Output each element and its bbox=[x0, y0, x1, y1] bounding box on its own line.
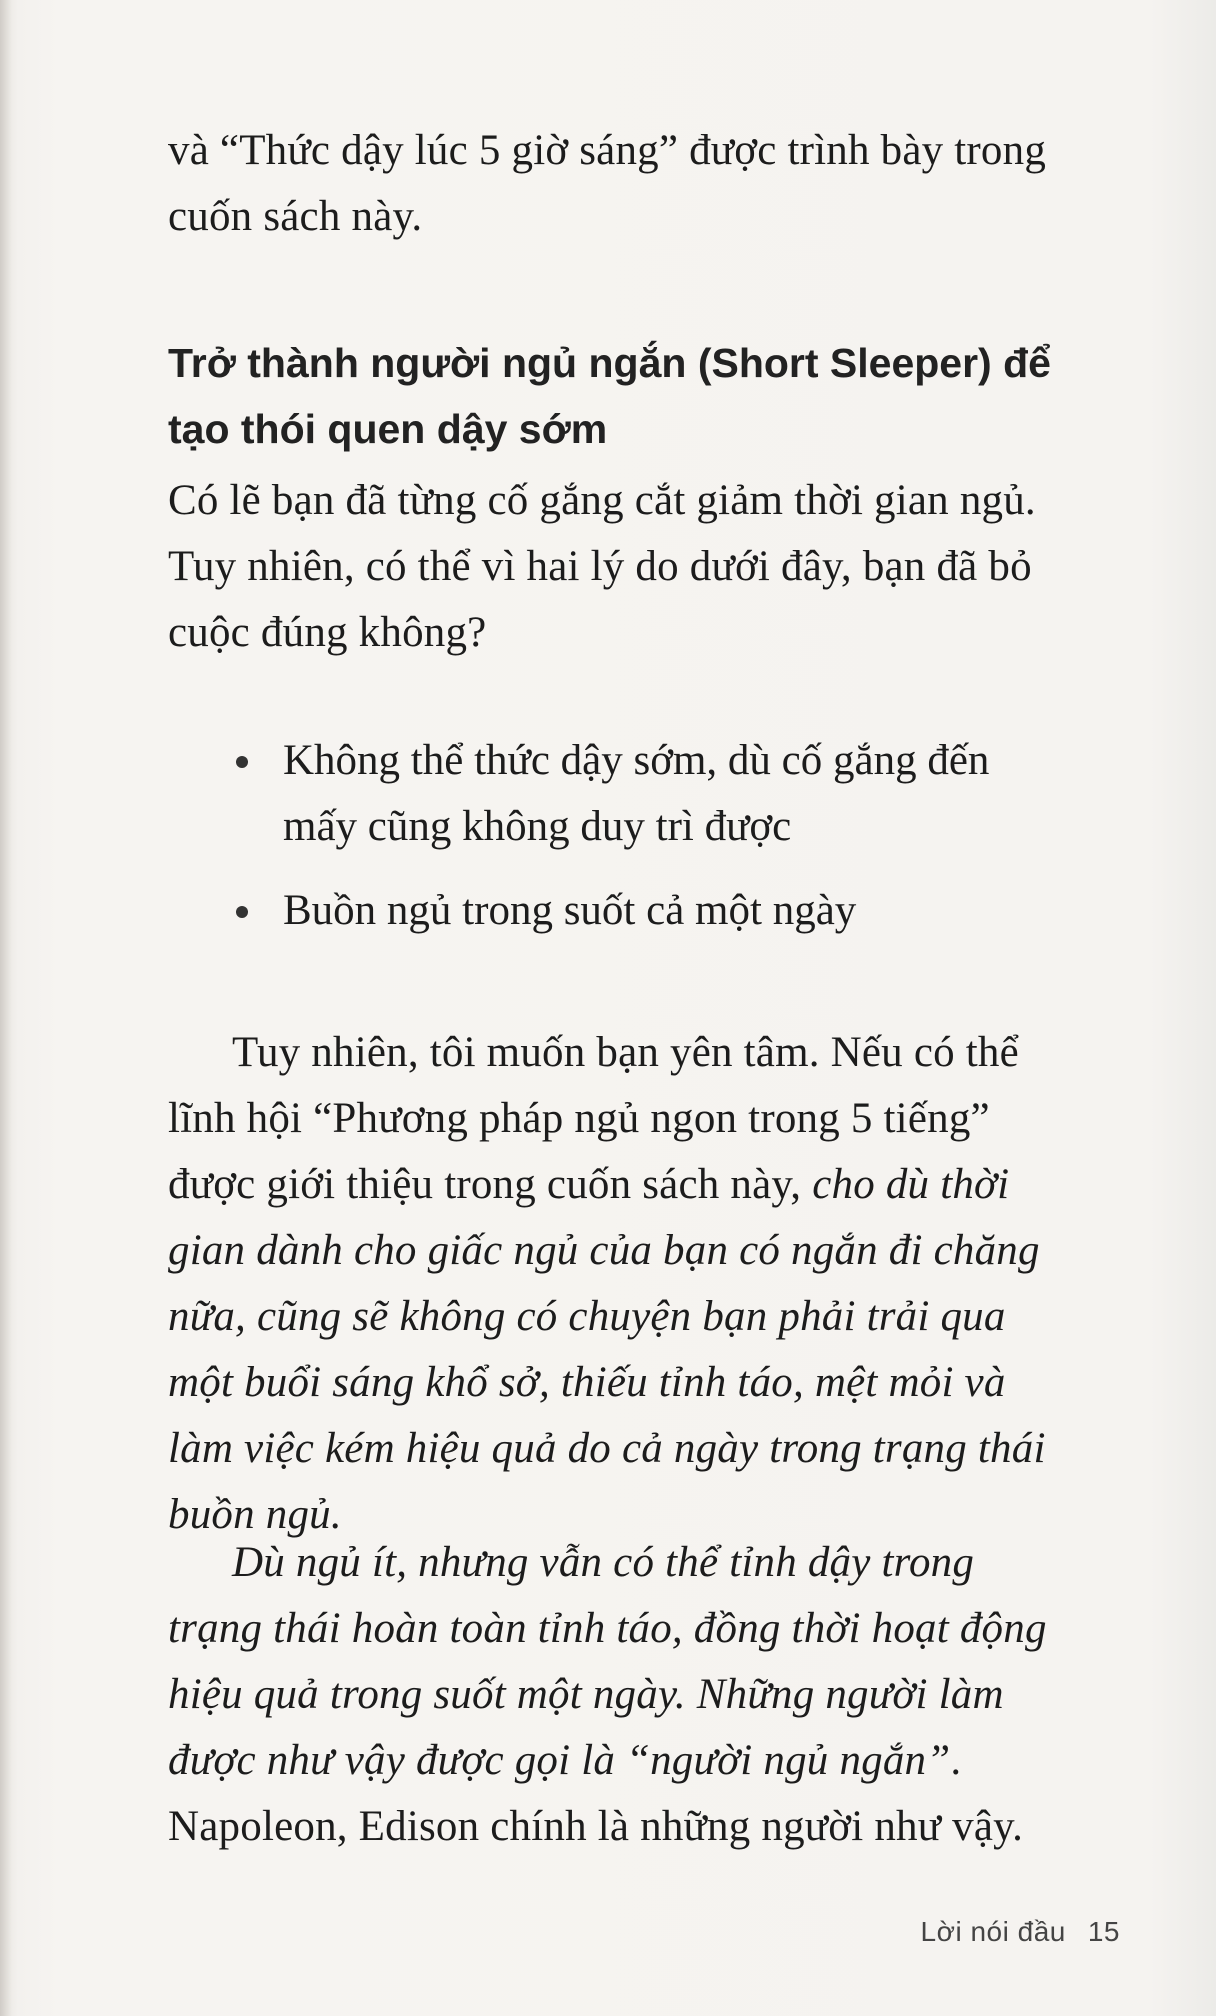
intro-text: Có lẽ bạn đã từng cố gắng cắt giảm thời gian ngủ. Tuy nhiên, có thể vì hai lý do dưới đây, bạn đã bỏ cuộc đúng không? bbox=[168, 477, 1036, 656]
continuation-paragraph bbox=[168, 118, 1068, 250]
page-spine-shadow bbox=[0, 0, 12, 2016]
reassurance-paragraph bbox=[168, 1020, 1068, 1548]
reasons-list bbox=[168, 728, 1068, 944]
footer-section-title: Lời nói đầu bbox=[920, 1916, 1066, 1947]
short-sleeper-text-italic: Dù ngủ ít, nhưng vẫn có thể tỉnh dậy trong trạng thái hoàn toàn tỉnh táo, đồng thời hoạt động hiệu quả trong suốt một ngày. Những người làm được như vậy được gọi là “người ngủ ngắn” bbox=[168, 1539, 1047, 1784]
list-item bbox=[168, 878, 1068, 944]
short-sleeper-text-normal: . Napoleon, Edison chính là những người như vậy. bbox=[168, 1737, 1024, 1850]
short-sleeper-paragraph bbox=[168, 1530, 1068, 1860]
intro-paragraph bbox=[168, 468, 1068, 666]
page-footer bbox=[921, 1916, 1120, 1948]
bullet-icon bbox=[236, 906, 248, 918]
section-heading: Trở thành người ngủ ngắn (Short Sleeper) để tạo thói quen dậy sớm bbox=[168, 340, 1051, 452]
bullet-icon bbox=[236, 756, 248, 768]
page-number: 15 bbox=[1087, 1916, 1120, 1947]
list-item-text: Buồn ngủ trong suốt cả một ngày bbox=[283, 887, 857, 934]
bullet-list-block bbox=[168, 728, 1068, 962]
reassurance-text bbox=[168, 1020, 1068, 1548]
list-item bbox=[168, 728, 1068, 860]
reassurance-text-normal: Tuy nhiên, tôi muốn bạn yên tâm. Nếu có thể lĩnh hội “Phương pháp ngủ ngon trong 5 tiếng” được giới thiệu trong cuốn sách này, bbox=[168, 1029, 1019, 1208]
continuation-text: và “Thức dậy lúc 5 giờ sáng” được trình bày trong cuốn sách này. bbox=[168, 127, 1047, 240]
reassurance-text-italic: cho dù thời gian dành cho giấc ngủ của bạn có ngắn đi chăng nữa, cũng sẽ không có chuyện bạn phải trải qua một buổi sáng khổ sở, thiếu tỉnh táo, mệt mỏi và làm việc kém hiệu quả do cả ngày trong trạng thái buồn ngủ. bbox=[168, 1161, 1046, 1538]
section-heading-block bbox=[168, 330, 1068, 462]
list-item-text: Không thể thức dậy sớm, dù cố gắng đến mấy cũng không duy trì được bbox=[283, 737, 990, 850]
short-sleeper-text bbox=[168, 1530, 1068, 1860]
